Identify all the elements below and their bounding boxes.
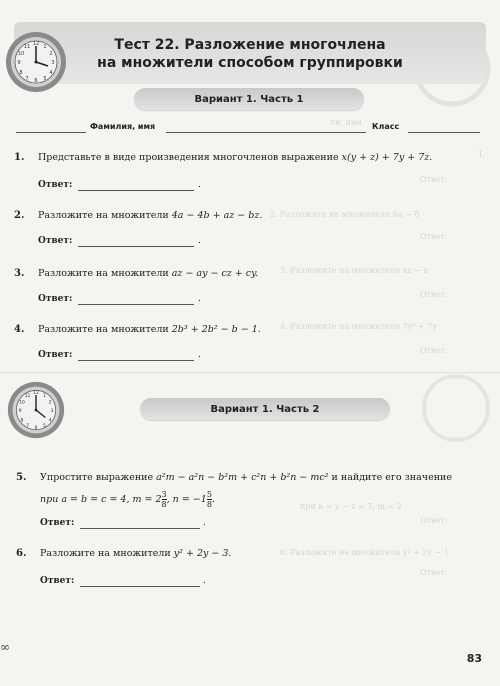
question-text: Упростите выражение: [40, 472, 154, 483]
answer-label: Ответ:: [40, 518, 75, 528]
svg-text:7: 7: [25, 76, 29, 82]
question-text: Разложите на множители: [38, 210, 169, 221]
svg-text:10: 10: [17, 51, 25, 57]
variant-1-part-2-banner: Вариант 1. Часть 2: [140, 398, 390, 420]
answer-dot: .: [198, 236, 201, 246]
answer-6-field[interactable]: [80, 586, 200, 587]
svg-text:9: 9: [17, 60, 21, 66]
question-2-text: [38, 210, 262, 221]
name-prefix-line: [16, 132, 86, 133]
bleed-through-text: 3. Разложите на множители xz − x: [280, 266, 428, 275]
question-5-conditions: при a = b = c = 4, m = 2 $\frac{3}{8}$ , n = −1 $\frac{5}{8}$ .: [40, 489, 215, 509]
question-number: 6.: [16, 548, 27, 559]
question-expression: 4a − 4b + az − bz.: [171, 210, 263, 221]
question-expression: x(y + z) + 7y + 7z.: [341, 152, 433, 163]
answer-4-field[interactable]: [78, 360, 194, 361]
answer-dot: .: [203, 576, 206, 586]
svg-text:6: 6: [34, 78, 38, 84]
answer-3-field[interactable]: [78, 304, 194, 305]
answer-dot: .: [198, 294, 201, 304]
svg-text:3: 3: [51, 60, 55, 66]
svg-text:2: 2: [49, 51, 53, 57]
question-4-text: [38, 324, 261, 335]
svg-text:4: 4: [48, 418, 52, 424]
question-5-text: [40, 472, 452, 483]
condition-prefix: при a = b = c = 4, m = 2: [40, 493, 162, 505]
bleed-through-text: Ответ:: [420, 232, 448, 241]
condition-middle: , n = −1: [166, 493, 207, 505]
question-expression: a²m − a²n − b²m + c²n + b²n − mc²: [156, 472, 329, 483]
question-3-text: [38, 268, 258, 279]
fraction-numerator: 5: [206, 489, 212, 499]
margin-mark: ∞: [0, 640, 10, 654]
question-text: Представьте в виде произведения многочленов выражение: [38, 152, 339, 163]
bleed-through-text: Ответ:: [420, 175, 448, 184]
clock-icon: [4, 30, 68, 94]
bleed-through-text: Ответ:: [420, 346, 448, 355]
question-text: Разложите на множители: [38, 268, 169, 279]
svg-text:1: 1: [42, 393, 46, 399]
title-line-1: Тест 22. Разложение многочлена: [114, 37, 386, 53]
svg-text:8: 8: [19, 70, 23, 76]
bleed-through-text: 1.: [478, 150, 486, 159]
answer-label: Ответ:: [38, 350, 73, 360]
svg-text:12: 12: [32, 41, 40, 47]
name-field[interactable]: [166, 132, 366, 133]
answer-5-field[interactable]: [80, 528, 200, 529]
name-class-row: [16, 122, 486, 136]
fraction-denominator: 8: [206, 499, 212, 509]
question-number: 5.: [16, 472, 27, 483]
answer-1-field[interactable]: [78, 190, 194, 191]
fraction-denominator: 8: [161, 499, 167, 509]
name-label: Фамилия, имя: [90, 122, 156, 131]
svg-text:2: 2: [48, 400, 52, 406]
question-expression: 2b³ + 2b² − b − 1.: [171, 324, 261, 335]
page-title: [80, 36, 420, 72]
fraction-numerator: 3: [161, 489, 167, 499]
answer-dot: .: [198, 350, 201, 360]
answer-label: Ответ:: [40, 576, 75, 586]
svg-text:11: 11: [24, 393, 31, 399]
svg-text:11: 11: [23, 44, 31, 50]
question-number: 3.: [14, 268, 25, 279]
bleed-through-text: ли, имя: [330, 118, 363, 127]
bleed-through-text: 6. Разложите на множители y² + 2y − 1: [280, 548, 449, 557]
bleed-through-text: Ответ:: [420, 516, 448, 525]
answer-dot: .: [198, 180, 201, 190]
question-number: 1.: [14, 152, 25, 163]
question-number: 2.: [14, 210, 25, 221]
answer-label: Ответ:: [38, 236, 73, 246]
svg-text:10: 10: [18, 400, 25, 406]
bleed-clock-icon: [420, 372, 492, 444]
question-expression: az − ay − cz + cy.: [171, 268, 259, 279]
svg-text:1: 1: [43, 44, 47, 50]
svg-text:12: 12: [33, 391, 39, 397]
question-text: Разложите на множители: [40, 548, 171, 559]
svg-text:6: 6: [34, 425, 38, 431]
question-text: Разложите на множители: [38, 324, 169, 335]
bleed-through-text: при a = y − z = 7, m = 2: [300, 502, 402, 511]
answer-label: Ответ:: [38, 180, 73, 190]
question-expression: y² + 2y − 3.: [173, 548, 232, 559]
bleed-through-text: Ответ:: [420, 568, 448, 577]
question-number: 4.: [14, 324, 25, 335]
variant-1-part-1-banner: Вариант 1. Часть 1: [134, 88, 364, 110]
question-text-tail: и найдите его значение: [331, 472, 452, 483]
title-line-2: на множители способом группировки: [97, 55, 403, 71]
bleed-through-text: Ответ:: [420, 290, 448, 299]
svg-text:4: 4: [49, 70, 53, 76]
section-divider: [0, 372, 500, 373]
svg-text:7: 7: [26, 423, 30, 429]
svg-text:5: 5: [43, 76, 47, 82]
question-6-text: [40, 548, 231, 559]
page-number: 83: [466, 652, 482, 665]
question-1-text: [38, 152, 432, 163]
clock-icon: [6, 380, 66, 440]
bleed-through-text: 2. Разложите на множители 6а − б: [270, 210, 420, 219]
svg-text:5: 5: [42, 423, 46, 429]
answer-2-field[interactable]: [78, 246, 194, 247]
answer-label: Ответ:: [38, 294, 73, 304]
class-label: Класс: [372, 122, 400, 131]
bleed-through-text: 4. Разложите на множители 7y³ + 7y: [280, 322, 438, 331]
svg-text:9: 9: [18, 408, 22, 414]
answer-dot: .: [203, 518, 206, 528]
svg-text:3: 3: [50, 408, 54, 414]
svg-text:8: 8: [20, 418, 24, 424]
class-field[interactable]: [408, 132, 480, 133]
